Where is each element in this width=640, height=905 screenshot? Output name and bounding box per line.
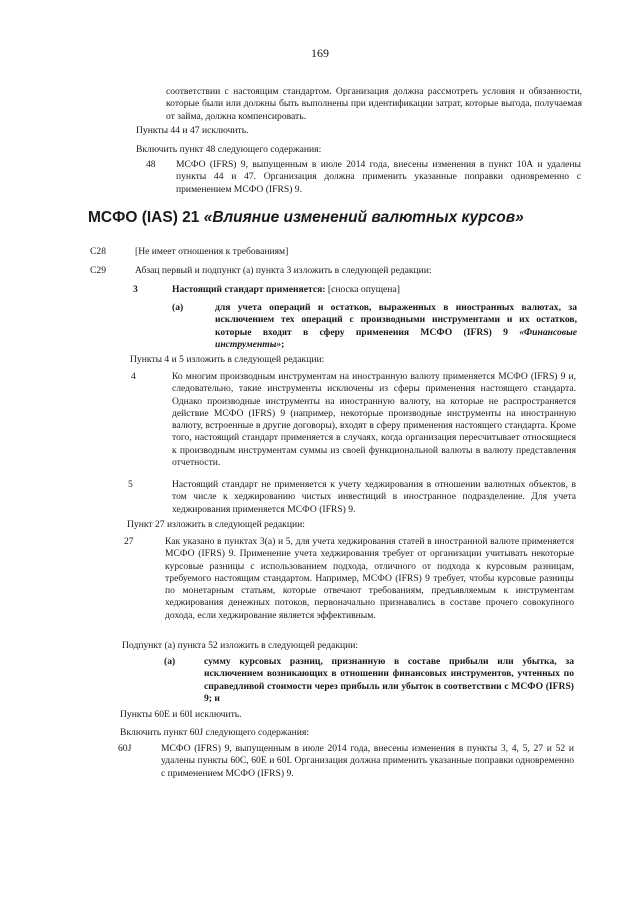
paragraph-3-bold: Настоящий стандарт применяется:	[172, 284, 326, 295]
paragraph-3a-text	[215, 302, 577, 351]
paragraph-number-4: 4	[131, 371, 136, 382]
paragraph-number-27: 27	[124, 536, 134, 547]
paragraph-3-rest: [сноска опущена]	[325, 284, 400, 295]
c29-text: Абзац первый и подпункт (а) пункта 3 изложить в следующей редакции:	[135, 265, 432, 276]
instruction-paragraphs-4-5: Пункты 4 и 5 изложить в следующей редакции:	[130, 354, 325, 365]
continuation-paragraph: соответствии с настоящим стандартом. Организация должна рассмотреть условия и обязанности, которые были или должны быть выполнены при идентификации затрат, которые выгода, получаемая от займа, должна компенсировать.	[166, 86, 582, 122]
paragraph-number-60j: 60J	[118, 743, 132, 754]
instruction-include-60j: Включить пункт 60J следующего содержания:	[120, 727, 309, 738]
paragraph-52a-text: сумму курсовых разниц, признанную в составе прибыли или убытка, за исключением возникающих в отношении финансовых инструментов, учтенных по справедливой стоимости через прибыль или убыток в соответствии с МСФО (IFRS) 9; и	[204, 656, 574, 704]
c28-label: C28	[90, 246, 106, 257]
paragraph-3-text	[172, 284, 400, 296]
c28-text: [Не имеет отношения к требованиям]	[135, 246, 289, 257]
paragraph-48-text: МСФО (IFRS) 9, выпущенным в июле 2014 года, внесены изменения в пункт 10А и удалены пункты 44 и 47. Организация должна применить указанные поправки одновременно с применением МСФО (IFRS) 9.	[176, 159, 581, 195]
paragraph-number-48: 48	[146, 159, 156, 170]
paragraph-52a-label: (а)	[164, 656, 176, 667]
section-heading-prefix: МСФО (IAS) 21	[88, 209, 200, 226]
paragraph-4-text: Ко многим производным инструментам на иностранную валюту применяется МСФО (IFRS) 9 и, следовательно, такие инструменты исключены из сферы применения настоящего стандарта. Однако производные инструменты на иностранную валюту, на которые не распространяется действие МСФО (IFRS) 9 (например, некоторые производные инструменты на иностранную валюту, встроенные в другие договоры), входят в сферу применения настоящего стандарта. Кроме того, настоящий стандарт применяется в случаях, когда организация пересчитывает относящиеся к производным инструментам суммы из своей функциональной валюты в валюту представления отчетности.	[172, 371, 576, 469]
instruction-include-48: Включить пункт 48 следующего содержания:	[136, 144, 322, 155]
paragraph-number-5: 5	[128, 479, 133, 490]
paragraph-60j-text: МСФО (IFRS) 9, выпущенным в июле 2014 года, внесены изменения в пункты 3, 4, 5, 27 и 52 и удалены пункты 60С, 60Е и 60I. Организация должна применить указанные поправки одновременно с применением МСФО (IFRS) 9.	[161, 743, 574, 779]
section-heading-title: «Влияние изменений валютных курсов»	[203, 209, 524, 226]
instruction-delete-60e-60i: Пункты 60Е и 60I исключить.	[120, 709, 242, 720]
page-number: 169	[311, 46, 329, 60]
instruction-paragraph-52: Подпункт (а) пункта 52 изложить в следующей редакции:	[122, 640, 359, 651]
paragraph-3a-label: (а)	[172, 302, 184, 313]
instruction-paragraph-27: Пункт 27 изложить в следующей редакции:	[127, 519, 305, 530]
paragraph-5-text: Настоящий стандарт не применяется к учету хеджирования в отношении валютных объектов, в том числе к хеджированию чистых инвестиций в иностранное подразделение. Для учета хеджирования применяется МСФО (IFRS) 9.	[172, 479, 576, 515]
paragraph-3a-end: ;	[281, 338, 285, 350]
paragraph-number-3: 3	[133, 284, 138, 295]
paragraph-27-text: Как указано в пунктах 3(а) и 5, для учета хеджирования статей в иностранной валюте применяется МСФО (IFRS) 9. Применение учета хеджирования требует от организации учитывать некоторые курсовые разницы с использованием подхода, отличного от подхода к курсовым разницам, требуемого настоящим стандартом. Например, МСФО (IFRS) 9 требует, чтобы курсовые разницы по монетарным статьям, которые отвечают требованиям, предъявляемым к инструментам хеджирования денежных потоков, первоначально признавались в составе прочего совокупного дохода, если хеджирование является эффективным.	[165, 536, 574, 621]
instruction-delete-44-47: Пункты 44 и 47 исключить.	[136, 125, 249, 136]
c29-label: C29	[90, 265, 106, 276]
paragraph-3a-bold: для учета операций и остатков, выраженных в иностранных валютах, за исключением тех операций с производными инструментами и их остатков, которые входят в сферу применения МСФО (IFRS) 9	[215, 302, 577, 338]
paragraph-3a-italic: «Финансовые инструменты»	[215, 326, 577, 350]
section-heading-ias21	[88, 208, 524, 228]
